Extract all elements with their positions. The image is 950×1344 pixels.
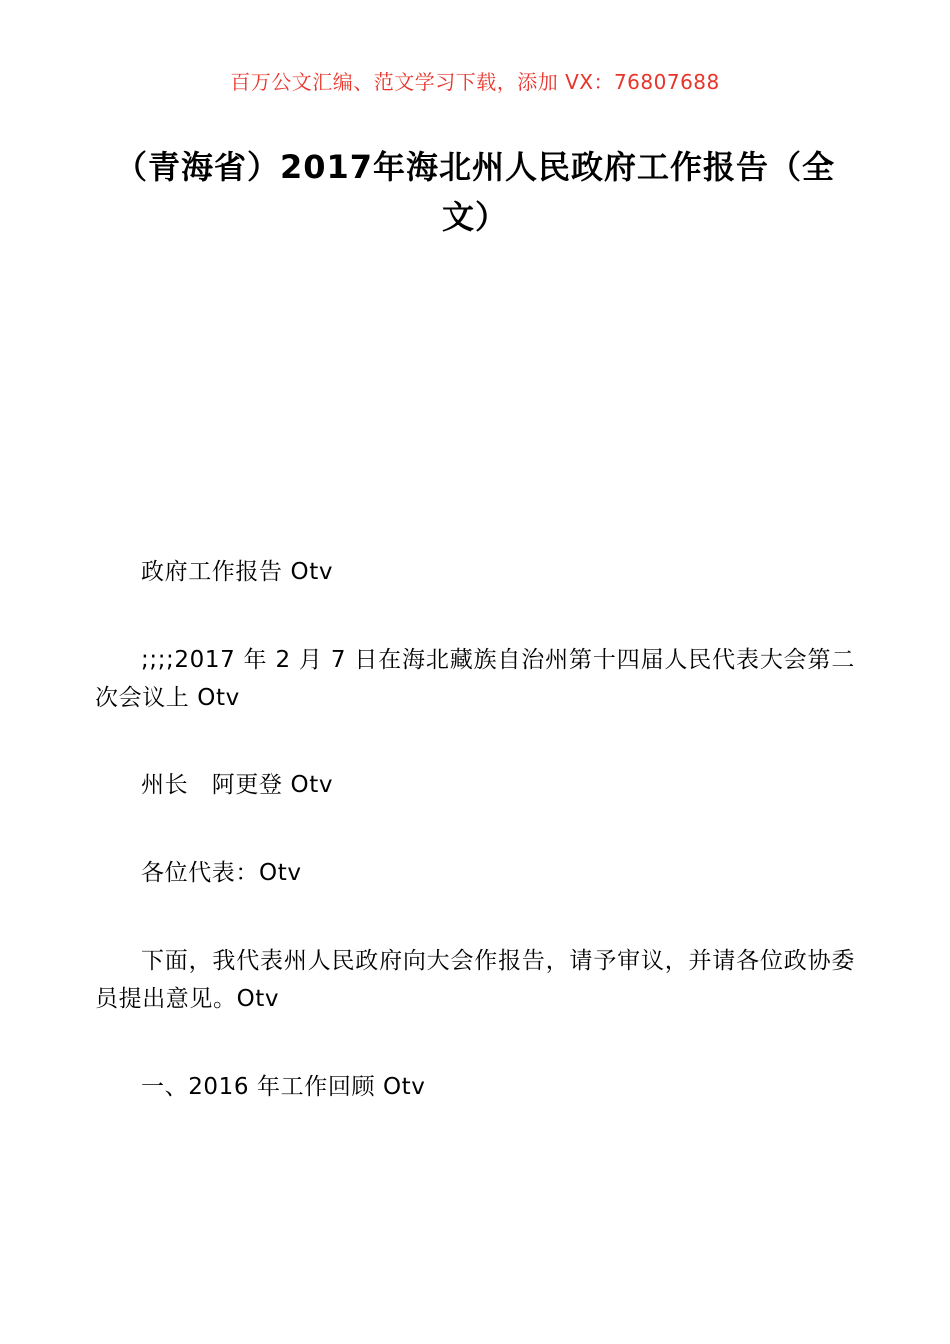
document-body — [95, 554, 855, 1108]
body-paragraph: 一、2016 年工作回顾 Otv — [141, 1074, 426, 1101]
page-title: （青海省）2017年海北州人民政府工作报告（全文） — [114, 148, 836, 236]
body-paragraph: 政府工作报告 Otv — [141, 558, 334, 585]
promo-watermark-text: 百万公文汇编、范文学习下载，添加 VX：76807688 — [230, 70, 720, 94]
body-paragraph: 下面，我代表州人民政府向大会作报告，请予审议，并请各位政协委员提出意见。Otv — [95, 948, 855, 1013]
body-paragraph: ;;;;2017 年 2 月 7 日在海北藏族自治州第十四届人民代表大会第二次会议上 Otv — [95, 646, 855, 711]
body-paragraph: 各位代表：Otv — [141, 860, 302, 887]
title-body-spacer — [95, 264, 855, 554]
body-paragraph: 州长 阿更登 Otv — [141, 772, 334, 799]
